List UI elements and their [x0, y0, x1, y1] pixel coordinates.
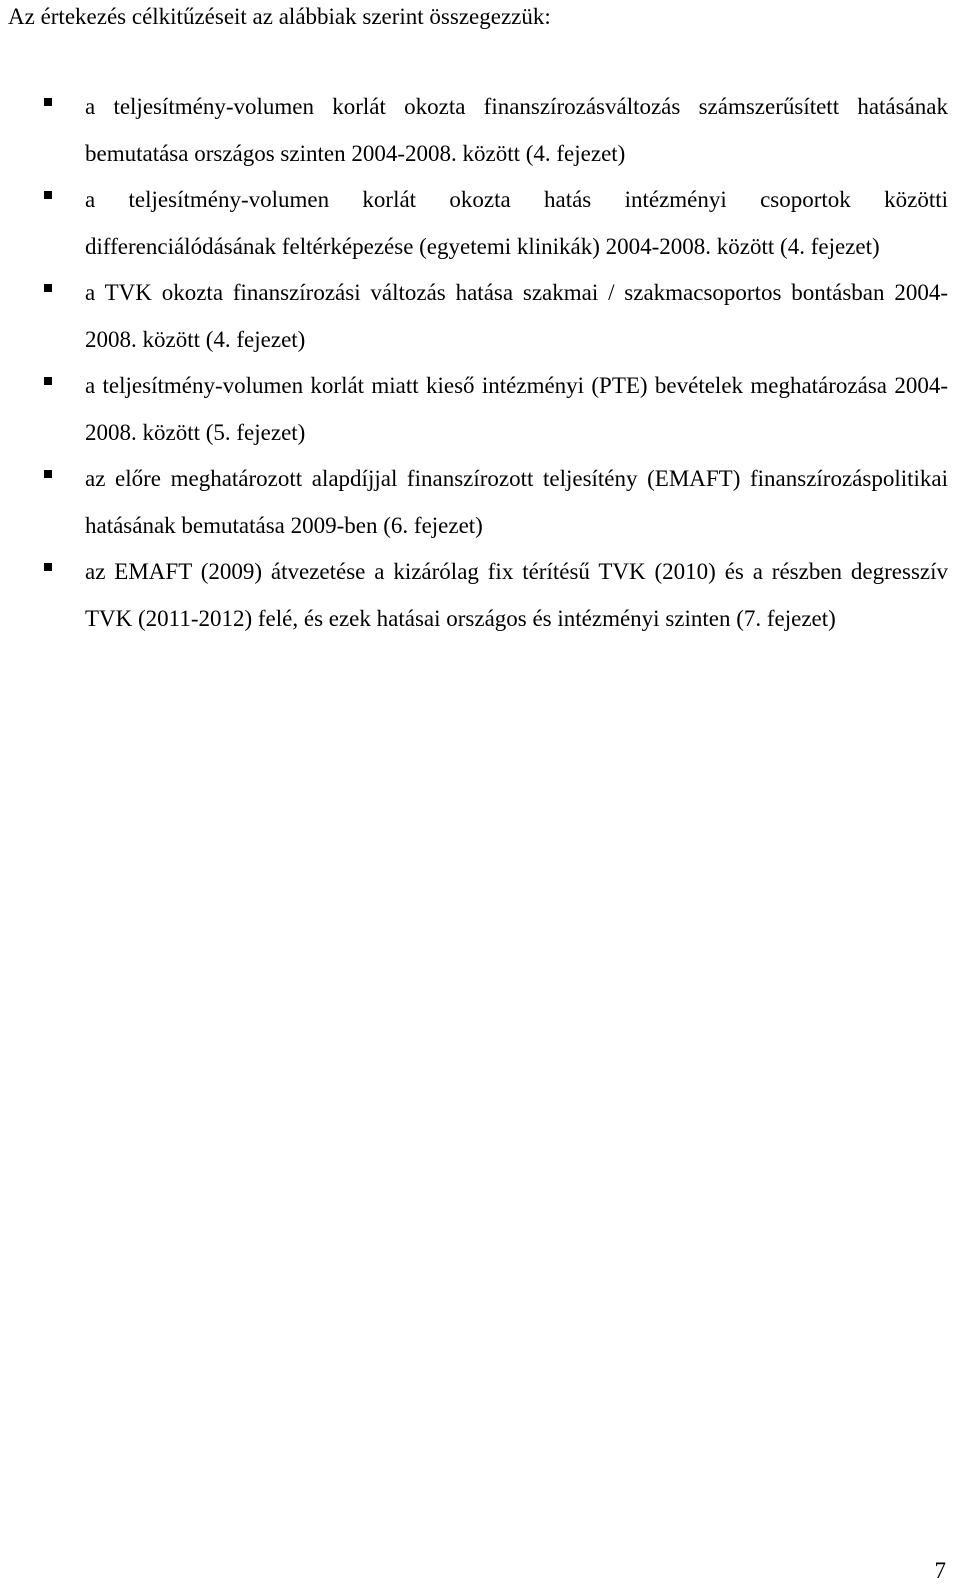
list-item-text: a TVK okozta finanszírozási változás hatása szakmai / szakmacsoportos bontásban 2004-2008. között (4. fejezet)	[85, 280, 948, 352]
list-item	[0, 270, 948, 363]
square-bullet-icon	[44, 563, 52, 571]
list-item-text: a teljesítmény-volumen korlát okozta hatás intézményi csoportok közötti differenciálódásának feltérképezése (egyetemi klinikák) 2004-2008. között (4. fejezet)	[85, 187, 948, 259]
square-bullet-icon	[44, 284, 52, 292]
list-item	[0, 549, 948, 642]
list-item	[0, 456, 948, 549]
list-item	[0, 177, 948, 270]
square-bullet-icon	[44, 470, 52, 478]
objectives-list	[0, 84, 960, 642]
page-number: 7	[934, 1558, 946, 1583]
list-item-text: a teljesítmény-volumen korlát miatt kieső intézményi (PTE) bevételek meghatározása 2004-2008. között (5. fejezet)	[85, 373, 948, 445]
list-item-text: az előre meghatározott alapdíjjal finanszírozott teljesítény (EMAFT) finanszírozáspolitikai hatásának bemutatása 2009-ben (6. fejezet)	[85, 466, 948, 538]
list-item-text: az EMAFT (2009) átvezetése a kizárólag fix térítésű TVK (2010) és a részben degresszív TVK (2011-2012) felé, és ezek hatásai országos és intézményi szinten (7. fejezet)	[85, 559, 948, 631]
list-item	[0, 84, 948, 177]
list-item	[0, 363, 948, 456]
intro-text: Az értekezés célkitűzéseit az alábbiak szerint összegezzük:	[8, 4, 551, 29]
square-bullet-icon	[44, 191, 52, 199]
square-bullet-icon	[44, 377, 52, 385]
square-bullet-icon	[44, 98, 52, 106]
list-item-text: a teljesítmény-volumen korlát okozta finanszírozásváltozás számszerűsített hatásának bemutatása országos szinten 2004-2008. között (4. fejezet)	[85, 94, 948, 166]
